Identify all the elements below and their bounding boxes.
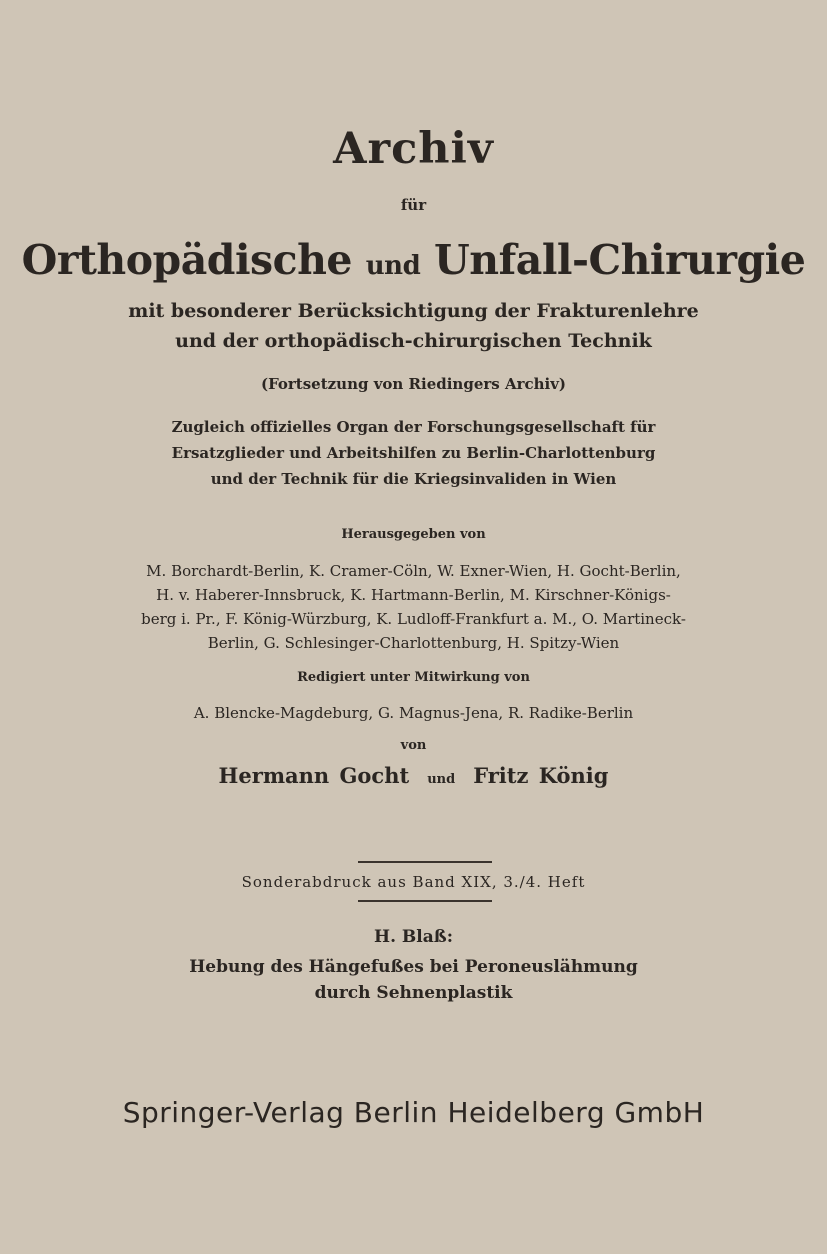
publisher-name: Springer-Verlag Berlin Heidelberg GmbH xyxy=(122,1096,705,1129)
publishers-line-4: Berlin, G. Schlesinger-Charlottenburg, H. Spitzy-Wien xyxy=(207,634,620,652)
article-author: H. Blaß: xyxy=(374,927,453,947)
editor-2: Fritz König xyxy=(473,763,609,788)
main-title-und: und xyxy=(365,251,421,281)
article-title-line-1: Hebung des Hängefußes bei Peroneuslähmung xyxy=(189,957,638,977)
continuation-note: (Fortsetzung von Riedingers Archiv) xyxy=(260,375,567,393)
publishers-line-1: M. Borchardt-Berlin, K. Cramer-Cöln, W. Exner-Wien, H. Gocht-Berlin, xyxy=(146,562,681,580)
publishers-line-2: H. v. Haberer-Innsbruck, K. Hartmann-Berlin, M. Kirschner-Königs- xyxy=(156,586,671,604)
main-title-part2: Unfall-Chirurgie xyxy=(434,236,806,284)
subtitle-line-2: und der orthopädisch-chirurgischen Technik xyxy=(175,330,652,352)
organ-line-2: Ersatzglieder und Arbeitshilfen zu Berlin-Charlottenburg xyxy=(171,444,656,462)
offprint-note: Sonderabdruck aus Band XIX, 3./4. Heft xyxy=(241,873,586,891)
divider-bottom xyxy=(358,900,492,902)
editor-1: Hermann Gocht xyxy=(218,763,410,788)
subtitle-line-1: mit besonderer Berücksichtigung der Frakturenlehre xyxy=(128,300,699,322)
organ-line-1: Zugleich offizielles Organ der Forschungsgesellschaft für xyxy=(171,418,656,436)
von-label: von xyxy=(400,738,427,753)
editor-und: und xyxy=(427,772,456,787)
journal-main-title xyxy=(0,236,827,284)
divider-top xyxy=(358,861,492,863)
title-connector: für xyxy=(400,196,427,214)
editors xyxy=(0,763,827,788)
article-title-line-2: durch Sehnenplastik xyxy=(314,983,513,1003)
published-by-label: Herausgegeben von xyxy=(341,527,486,542)
edited-with-label: Redigiert unter Mitwirkung von xyxy=(297,670,530,685)
organ-line-3: und der Technik für die Kriegsinvaliden in Wien xyxy=(210,470,617,488)
collaborators: A. Blencke-Magdeburg, G. Magnus-Jena, R. Radike-Berlin xyxy=(193,704,634,722)
publishers-line-3: berg i. Pr., F. König-Würzburg, K. Ludloff-Frankfurt a. M., O. Martineck- xyxy=(141,610,686,628)
main-title-part1: Orthopädische xyxy=(21,236,352,284)
journal-title: Archiv xyxy=(333,124,494,174)
